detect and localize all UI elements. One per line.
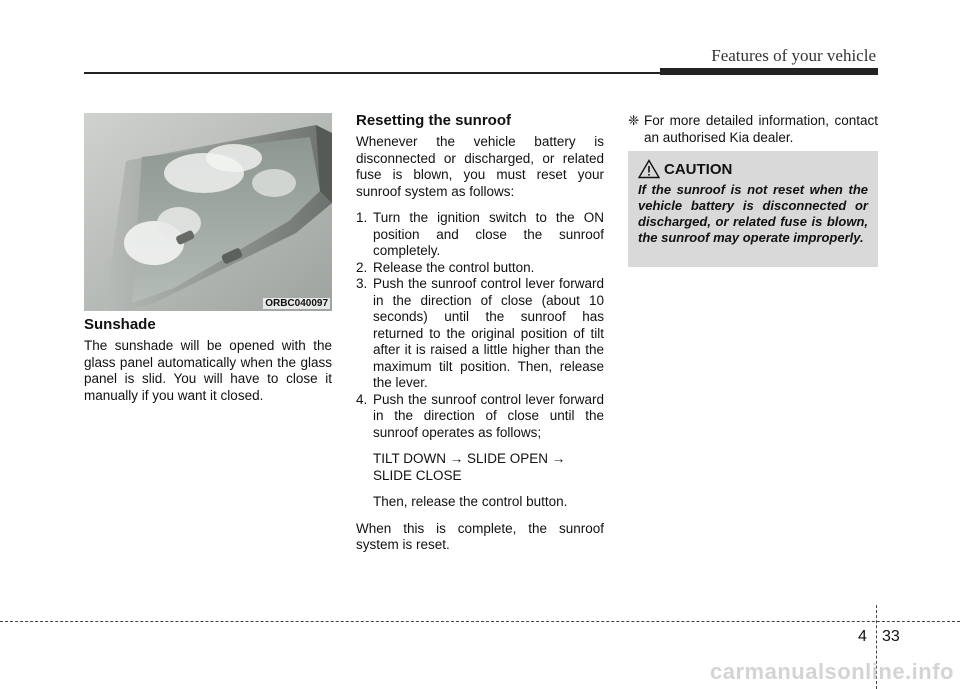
sunshade-heading: Sunshade: [84, 316, 156, 333]
header-rule: [84, 72, 660, 74]
caution-box: [628, 151, 878, 267]
dealer-note: [628, 113, 878, 146]
note-section: [628, 113, 878, 146]
step-number: 1.: [356, 210, 368, 225]
caution-title: CAUTION: [664, 160, 733, 178]
figure-code: ORBC040097: [265, 298, 328, 309]
resetting-intro: Whenever the vehicle battery is disconnected or discharged, or related fuse is blown, you must reset your sunroof system as follows:: [356, 134, 604, 199]
warning-triangle-icon: [638, 159, 660, 179]
header-rule-thick: [660, 68, 878, 75]
caution-text: If the sunroof is not reset when the vehicle battery is disconnected or discharged, or related fuse is blown, the sunroof may operate improperly.: [638, 182, 868, 245]
step-text: Release the control button.: [373, 259, 535, 275]
sunroof-photo: [84, 113, 332, 311]
note-mark-icon: ❈: [628, 113, 640, 128]
step-number: 2.: [356, 259, 368, 275]
reset-steps-list: [356, 210, 604, 441]
watermark: carmanualsonline.info: [710, 659, 954, 684]
page-number: 33: [882, 628, 900, 645]
step-text: Turn the ignition switch to the ON position and close the sunroof completely.: [373, 210, 604, 258]
list-item: [356, 392, 604, 442]
operation-sequence: TILT DOWN → SLIDE OPEN → SLIDE CLOSE: [373, 451, 566, 483]
step-number: 3.: [356, 276, 368, 291]
note-text: For more detailed information, contact an authorised Kia dealer.: [644, 113, 878, 145]
resetting-outro: When this is complete, the sunroof system is reset.: [356, 520, 604, 552]
sunroof-illustration: [84, 113, 332, 311]
resetting-heading: Resetting the sunroof: [356, 112, 512, 129]
caution-header: [638, 159, 868, 179]
sunshade-body: The sunshade will be opened with the glass panel automatically when the glass panel is slid. You will have to close it manually if you want it closed.: [84, 338, 332, 403]
resetting-section: [356, 112, 604, 554]
chapter-number: 4: [858, 628, 867, 645]
release-instruction: Then, release the control button.: [373, 494, 568, 509]
header-title: Features of your vehicle: [711, 46, 876, 65]
footer-rule: [0, 621, 960, 622]
step-text: Push the sunroof control lever forward in the direction of close until the sunroof operates as follows;: [373, 391, 604, 440]
list-item: [356, 276, 604, 392]
step-text: Push the sunroof control lever forward in the direction of close (about 10 seconds) until the sunroof has returned to the original position of tilt after it is raised a little higher than the maximum tilt position. Then, release the lever.: [373, 276, 604, 390]
sunshade-section: [84, 316, 332, 404]
list-item: [356, 210, 604, 260]
list-item: [356, 260, 604, 277]
step-number: 4.: [356, 391, 368, 407]
